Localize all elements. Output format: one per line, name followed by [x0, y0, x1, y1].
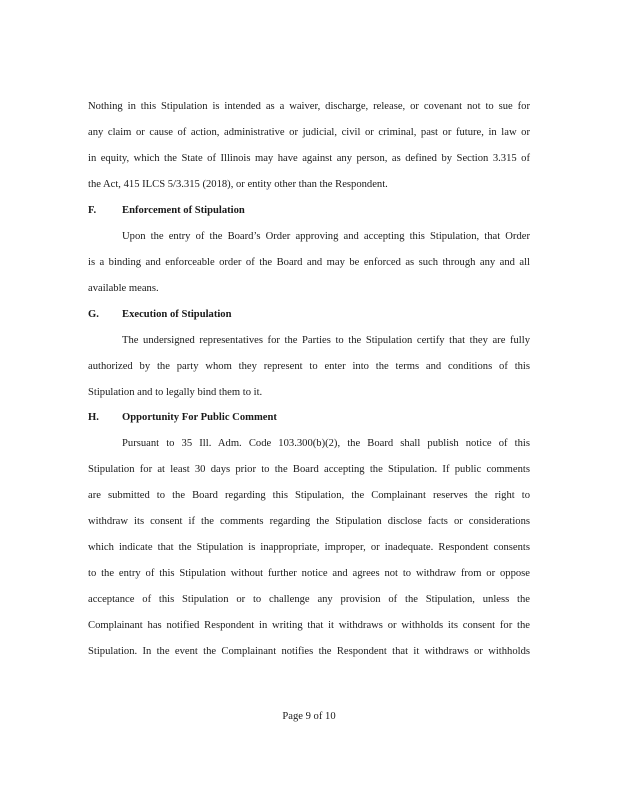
section-h-line: which indicate that the Stipulation is inappropriate, improper, or inadequate. Respondent consents: [88, 542, 530, 553]
section-h-line: Stipulation. In the event the Complainant notifies the Respondent that it withdraws or withholds: [88, 646, 530, 657]
section-h-line: to the entry of this Stipulation without further notice and agrees not to withdraw from or oppose: [88, 568, 530, 579]
section-h-title: Opportunity For Public Comment: [122, 412, 277, 423]
section-g-line: authorized by the party whom they represent to enter into the terms and conditions of this: [88, 361, 530, 372]
section-h-line: withdraw its consent if the comments regarding the Stipulation disclose facts or considerations: [88, 516, 530, 527]
section-g-title: Execution of Stipulation: [122, 309, 232, 320]
section-h-heading: [88, 411, 530, 425]
section-h-line: are submitted to the Board regarding this Stipulation, the Complainant reserves the right to: [88, 490, 530, 501]
section-f-line: is a binding and enforceable order of the Board and may be enforced as such through any and all: [88, 257, 530, 268]
section-h-line: acceptance of this Stipulation or to challenge any provision of the Stipulation, unless the: [88, 594, 530, 605]
section-g-number: G.: [88, 309, 99, 320]
intro-line: Nothing in this Stipulation is intended as a waiver, discharge, release, or covenant not to sue for: [88, 101, 530, 112]
section-h-line: Stipulation for at least 30 days prior to the Board accepting the Stipulation. If public comments: [88, 464, 530, 475]
intro-line: in equity, which the State of Illinois may have against any person, as defined by Section 3.315 of: [88, 153, 530, 164]
section-f-line: Upon the entry of the Board’s Order approving and accepting this Stipulation, that Order: [122, 231, 530, 242]
section-f-title: Enforcement of Stipulation: [122, 205, 245, 216]
intro-line: any claim or cause of action, administrative or judicial, civil or criminal, past or future, in law or: [88, 127, 530, 138]
section-g-heading: [88, 308, 530, 322]
intro-line: the Act, 415 ILCS 5/3.315 (2018), or entity other than the Respondent.: [88, 179, 388, 190]
section-f-line: available means.: [88, 283, 159, 294]
section-f-number: F.: [88, 205, 97, 216]
section-g-line: Stipulation and to legally bind them to it.: [88, 387, 263, 398]
section-f-heading: [88, 204, 530, 218]
page-number: Page 9 of 10: [282, 711, 336, 722]
section-h-line: Pursuant to 35 Ill. Adm. Code 103.300(b)(2), the Board shall publish notice of this: [122, 438, 530, 449]
section-h-number: H.: [88, 412, 99, 423]
section-h-line: Complainant has notified Respondent in writing that it withdraws or withholds its consent for the: [88, 620, 530, 631]
section-g-line: The undersigned representatives for the Parties to the Stipulation certify that they are fully: [122, 335, 530, 346]
